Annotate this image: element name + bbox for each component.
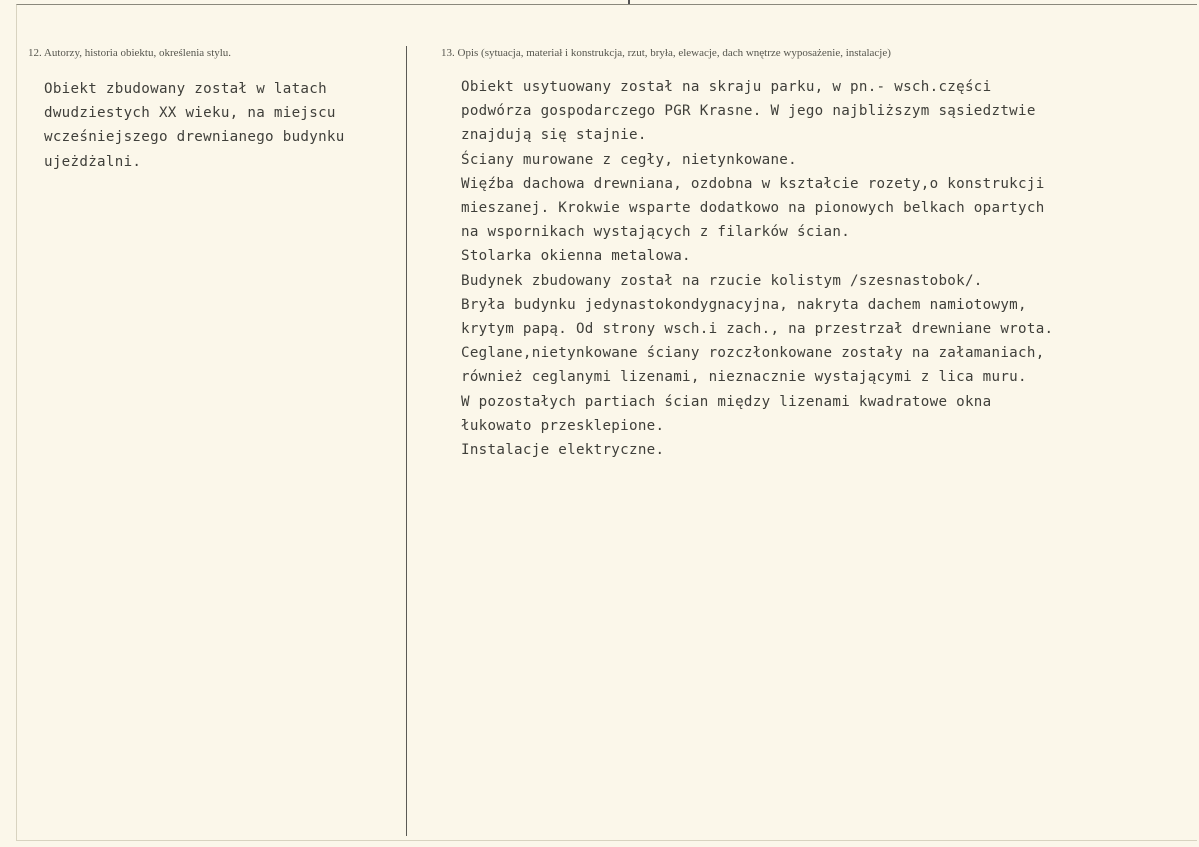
column-divider [406, 46, 407, 836]
text-line: Więźba dachowa drewniana, ozdobna w kształcie rozety,o konstrukcji [461, 175, 1045, 192]
section-13-text [461, 75, 1053, 462]
text-line: na wspornikach wystających z filarków ścian. [461, 224, 851, 241]
section-12-header: 12. Autorzy, historia obiektu, określenia stylu. [28, 47, 232, 59]
text-line: wcześniejszego drewnianego budynku [44, 129, 345, 146]
section-13-header: 13. Opis (sytuacja, materiał i konstrukcja, rzut, bryła, elewacje, dach wnętrze wyposażenie, instalacje) [441, 47, 891, 59]
section-12-text [44, 77, 345, 174]
text-line: znajdują się stajnie. [461, 127, 647, 144]
text-line: Stolarka okienna metalowa. [461, 248, 691, 265]
text-line: Obiekt usytuowany został na skraju parku, w pn.- wsch.części [461, 79, 992, 95]
text-line: Ceglane,nietynkowane ściany rozczłonkowane zostały na załamaniach, [461, 345, 1045, 362]
text-line: dwudziestych XX wieku, na miejscu [44, 105, 336, 122]
text-line: łukowato przesklepione. [461, 417, 665, 434]
text-line: podwórza gospodarczego PGR Krasne. W jego najbliższym sąsiedztwie [461, 103, 1036, 120]
text-line: Budynek zbudowany został na rzucie kolistym /szesnastobok/. [461, 272, 983, 289]
text-line: ujeżdżalni. [44, 153, 142, 170]
text-line: mieszanej. Krokwie wsparte dodatkowo na pionowych belkach opartych [461, 200, 1045, 217]
text-line: Obiekt zbudowany został w latach [44, 81, 327, 97]
text-line: Bryła budynku jedynastokondygnacyjna, nakryta dachem namiotowym, [461, 296, 1027, 313]
text-line: Ściany murowane z cegły, nietynkowane. [461, 151, 797, 168]
text-line: również ceglanymi lizenami, nieznacznie wystającymi z lica muru. [461, 369, 1027, 386]
text-line: Instalacje elektryczne. [461, 442, 665, 459]
text-line: W pozostałych partiach ścian między lizenami kwadratowe okna [461, 393, 992, 410]
text-line: krytym papą. Od strony wsch.i zach., na przestrzał drewniane wrota. [461, 321, 1054, 338]
